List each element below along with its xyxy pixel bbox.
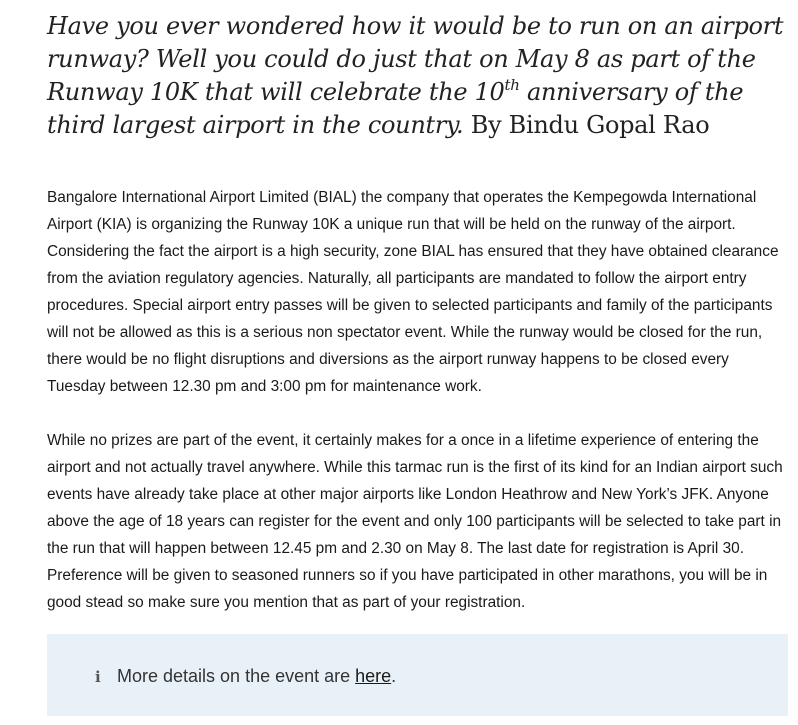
info-callout-line — [95, 663, 396, 690]
intro-text: Have you ever wondered how it would be to run on an airport runway? Well you could do just that on May 8 as part of the Runway 10K that will celebrate the 10 — [47, 12, 784, 106]
intro-text-end: anniversary of the third largest airport in the country. — [47, 78, 744, 139]
info-callout — [47, 634, 788, 716]
info-icon: i — [95, 668, 101, 686]
article-intro — [47, 10, 789, 142]
body-paragraph-2: While no prizes are part of the event, it certainly makes for a once in a lifetime experience of entering the airport and not actually travel anywhere. While this tarmac run is the first of its kind for an Indian airport such events have already take place at other major airports like London Heathrow and New York’s JFK. Anyone above the age of 18 years can register for the event and only 100 participants will be selected to take part in the run that will happen between 12.45 pm and 2.30 on May 8. The last date for registration is April 30. Preference will be given to seasoned runners so if you have participated in other marathons, you will be in good stead so make sure you mention that as part of your registration. — [47, 432, 783, 611]
intro-superscript: th — [504, 76, 520, 94]
event-details-link[interactable]: here — [355, 666, 392, 686]
byline: By Bindu Gopal Rao — [470, 111, 710, 139]
info-callout-text: More details on the event are — [117, 666, 356, 686]
info-callout-text-end: . — [391, 666, 397, 686]
body-paragraph-1: Bangalore International Airport Limited (BIAL) the company that operates the Kempegowda International Airport (KIA) is organizing the Runway 10K a unique run that will be held on the runway of the airport. Considering the fact the airport is a high security, zone BIAL has ensured that they have obtained clearance from the aviation regulatory agencies. Naturally, all participants are mandated to follow the airport entry procedures. Special airport entry passes will be given to selected participants and family of the participants will not be allowed as this is a serious non spectator event. While the runway would be closed for the run, there would be no flight disruptions and diversions as the airport runway happens to be closed every Tuesday between 12.30 pm and 3:00 pm for maintenance work. — [47, 189, 779, 395]
article — [47, 10, 789, 686]
